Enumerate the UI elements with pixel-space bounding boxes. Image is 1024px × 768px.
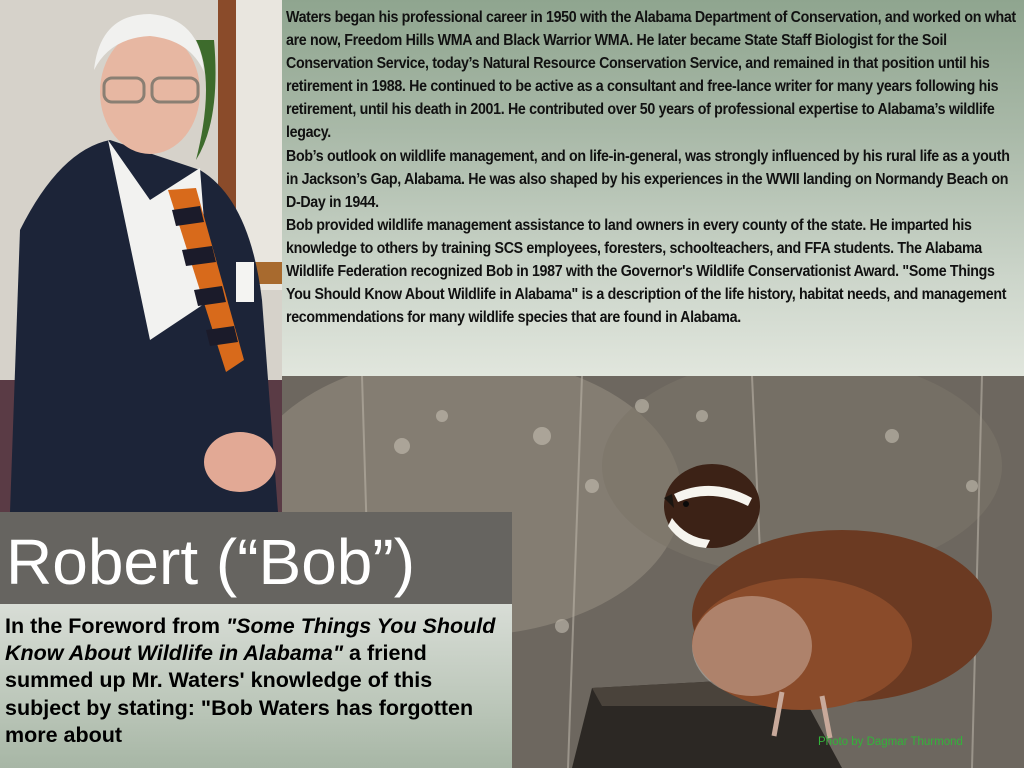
- bio-paragraph-assistance: Bob provided wildlife management assistance to land owners in every county of the state. He imparted his knowledge to others by training SCS employees, foresters, schoolteachers, and FFA students. The Alabama Wildlife Federation recognized Bob in 1987 with the Governor's Wildlife Conservationist Award. "Some Things You Should Know About Wildlife in Alabama" is a description of the life history, habitat needs, and management recommendations for many wildlife species that are found in Alabama.: [286, 216, 1007, 327]
- foreword-book-title: "Some Things You Should Know About Wildlife in Alabama": [5, 614, 496, 666]
- foreword-quote: [0, 604, 512, 768]
- name-banner: [0, 512, 512, 604]
- foreword-text: [5, 613, 512, 749]
- bio-paragraph-career: Waters began his professional career in 1950 with the Alabama Department of Conservation, and worked on what are now, Freedom Hills WMA and Black Warrior WMA. He later became State Staff Biologist for the Soil Conservation Service, today’s Natural Resource Conservation Service, and remained in that position until his retirement in 1988. He continued to be active as a consultant and free-lance writer for many years following his retirement, until his death in 2001. He contributed over 50 years of professional expertise to Alabama’s wildlife legacy.: [286, 9, 1016, 142]
- name-title: Robert (“Bob”): [6, 526, 415, 598]
- bio-paragraph-outlook: Bob’s outlook on wildlife management, and on life-in-general, was strongly influenced by his rural life as a youth in Jackson’s Gap, Alabama. He was also shaped by his experiences in the WWII landing on Normandy Beach on D-Day in 1944.: [286, 147, 1010, 211]
- foreword-lead: In the Foreword from: [5, 614, 226, 638]
- foreword-rest: a friend summed up Mr. Waters' knowledge of this subject by stating: "Bob Waters has forgotten more about: [5, 641, 474, 747]
- portrait-photo: [0, 0, 282, 512]
- photo-credit: Photo by Dagmar Thurmond: [818, 736, 963, 748]
- biography-text: [282, 0, 1024, 376]
